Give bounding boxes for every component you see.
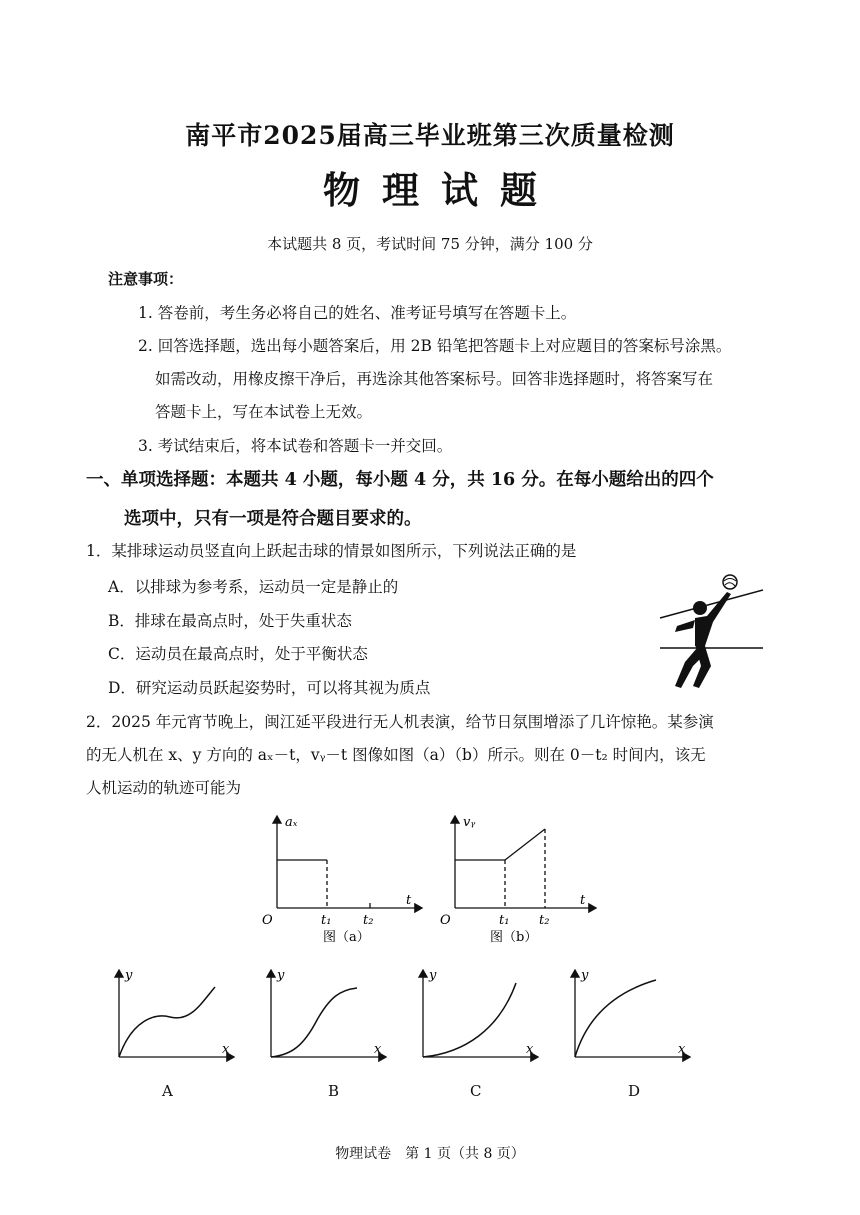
- notice-item-2-cont1: 如需改动，用橡皮擦干净后，再选涂其他答案标号。回答非选择题时，将答案写在: [155, 370, 714, 388]
- choice-d-graph: [566, 965, 696, 1075]
- graph-a: [260, 810, 430, 950]
- graph-b-t2: t₂: [539, 913, 550, 928]
- notice-item-2: 2. 回答选择题，选出每小题答案后，用 2B 铅笔把答题卡上对应题目的答案标号涂黑。: [138, 337, 732, 355]
- q1-option-d: D．研究运动员跃起姿势时，可以将其视为质点: [108, 679, 431, 697]
- graph-b-ylabel: vᵧ: [463, 815, 476, 830]
- exam-info: 本试题共 8 页，考试时间 75 分钟，满分 100 分: [267, 235, 593, 253]
- subject-title: 物理试题: [323, 168, 559, 212]
- graph-b-xlabel: t: [580, 893, 586, 908]
- choice-a-label: A: [162, 1082, 173, 1100]
- choice-b-label: B: [328, 1082, 340, 1100]
- notice-item-2-cont2: 答题卡上，写在本试卷上无效。: [155, 403, 373, 421]
- graph-a-t1: t₁: [321, 913, 332, 928]
- choice-c-y: y: [429, 968, 437, 983]
- page-footer: 物理试卷 第 1 页（共 8 页）: [335, 1146, 525, 1162]
- q1-stem: 1．某排球运动员竖直向上跃起击球的情景如图所示，下列说法正确的是: [86, 542, 577, 560]
- graph-b: [438, 810, 608, 950]
- q1-option-b: B．排球在最高点时，处于失重状态: [108, 612, 352, 630]
- choice-a-y: y: [125, 968, 133, 983]
- q1-option-a: A．以排球为参考系，运动员一定是静止的: [108, 578, 399, 596]
- choice-c-graph: [414, 965, 544, 1075]
- choice-a-x: x: [222, 1042, 230, 1057]
- graph-b-caption: 图（b）: [490, 930, 538, 945]
- choice-b-graph: [262, 965, 392, 1075]
- section-heading-cont: 选项中，只有一项是符合题目要求的。: [124, 509, 422, 529]
- graph-a-ylabel: aₓ: [285, 815, 298, 830]
- graph-b-origin: O: [440, 913, 451, 928]
- notice-item-3: 3. 考试结束后，将本试卷和答题卡一并交回。: [138, 437, 453, 455]
- q1-option-c: C．运动员在最高点时，处于平衡状态: [108, 645, 368, 663]
- volleyball-player-figure: [655, 570, 770, 705]
- q2-stem-line3: 人机运动的轨迹可能为: [86, 779, 242, 797]
- choice-d-label: D: [628, 1082, 641, 1100]
- choice-d-x: x: [678, 1042, 686, 1057]
- graph-a-caption: 图（a）: [323, 930, 370, 945]
- graph-a-origin: O: [262, 913, 273, 928]
- choice-b-y: y: [277, 968, 285, 983]
- choice-d-y: y: [581, 968, 589, 983]
- choice-b-x: x: [374, 1042, 382, 1057]
- notice-heading: 注意事项：: [108, 270, 184, 288]
- graph-a-t2: t₂: [363, 913, 374, 928]
- choice-a-graph: [110, 965, 240, 1075]
- graph-a-xlabel: t: [406, 893, 412, 908]
- notice-item-1: 1. 答卷前，考生务必将自己的姓名、准考证号填写在答题卡上。: [138, 304, 577, 322]
- choice-c-x: x: [526, 1042, 534, 1057]
- exam-title: 南平市2025届高三毕业班第三次质量检测: [185, 121, 675, 150]
- q2-stem-line1: 2．2025 年元宵节晚上，闽江延平段进行无人机表演，给节日氛围增添了几许惊艳。某参演: [86, 713, 714, 731]
- graph-b-t1: t₁: [499, 913, 510, 928]
- section-heading: 一、单项选择题：本题共 4 小题，每小题 4 分，共 16 分。在每小题给出的四个: [86, 470, 714, 490]
- q2-stem-line2: 的无人机在 x、y 方向的 aₓ－t，vᵧ－t 图像如图（a）（b）所示。则在 0－t₂ 时间内，该无: [86, 746, 706, 764]
- choice-c-label: C: [470, 1082, 482, 1100]
